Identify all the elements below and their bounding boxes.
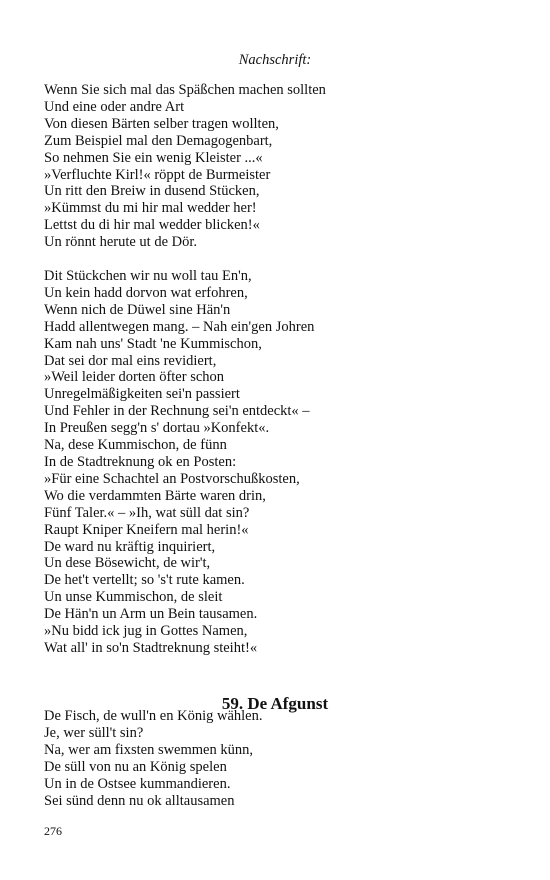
verse-line: Unregelmäßigkeiten sei'n passiert <box>44 386 240 403</box>
verse-line: Zum Beispiel mal den Demagogenbart, <box>44 132 273 149</box>
verse-line: Sei sünd denn nu ok alltausamen <box>44 792 235 809</box>
verse-line: Fünf Taler.« – »Ih, wat süll dat sin? <box>44 504 250 521</box>
verse-line: Na, dese Kummischon, de fünn <box>44 437 227 454</box>
verse-line: Je, wer süll't sin? <box>44 724 144 741</box>
verse-line: »Nu bidd ick jug in Gottes Namen, <box>44 623 248 640</box>
page-number: 276 <box>44 824 62 838</box>
verse-line: Dit Stückchen wir nu woll tau En'n, <box>44 268 252 284</box>
verse-line: Un dese Bösewicht, de wir't, <box>44 555 211 572</box>
verse-line: So nehmen Sie ein wenig Kleister ...« <box>44 149 263 166</box>
verse-line: Hadd allentwegen mang. – Nah ein'gen Johren <box>44 318 315 335</box>
verse-line: Und Fehler in der Rechnung sei'n entdeckt« – <box>44 403 310 420</box>
verse-line: »Kümmst du mi hir mal wedder her! <box>44 200 257 217</box>
verse-line: De Fisch, de wull'n en König wählen. <box>44 708 263 724</box>
verse-line: Kam nah uns' Stadt 'ne Kummischon, <box>44 335 262 352</box>
running-header: Nachschrift: <box>238 52 312 68</box>
verse-line: Wat all' in so'n Stadtreknung steiht!« <box>44 639 258 656</box>
verse-line: »Für eine Schachtel an Postvorschußkosten, <box>44 470 300 487</box>
verse-line: Un rönnt herute ut de Dör. <box>44 234 198 251</box>
verse-line: Dat sei dor mal eins revidiert, <box>44 352 217 369</box>
poem-stanza-2 <box>44 268 514 657</box>
verse-line: In Preußen segg'n s' dortau »Konfekt«. <box>44 420 270 437</box>
verse-line: De Hän'n un Arm un Bein tausamen. <box>44 606 258 623</box>
verse-line: De ward nu kräftig inquiriert, <box>44 538 216 555</box>
verse-line: De het't vertellt; so 's't rute kamen. <box>44 572 245 589</box>
verse-line: In de Stadtreknung ok en Posten: <box>44 453 237 470</box>
verse-line: Wenn Sie sich mal das Späßchen machen sollten <box>44 82 326 98</box>
verse-line: Na, wer am fixsten swemmen künn, <box>44 741 253 758</box>
verse-line: Un in de Ostsee kummandieren. <box>44 775 231 792</box>
verse-line: Raupt Kniper Kneifern mal herin!« <box>44 521 249 538</box>
poem-stanza-3 <box>44 708 514 809</box>
verse-line: De süll von nu an König spelen <box>44 758 227 775</box>
verse-line: Wo die verdammten Bärte waren drin, <box>44 487 266 504</box>
section-title: 59. De Afgunst <box>221 694 329 714</box>
verse-line: Wenn nich de Düwel sine Hän'n <box>44 301 231 318</box>
verse-line: »Weil leider dorten öfter schon <box>44 369 225 386</box>
verse-line: Und eine oder andre Art <box>44 98 185 115</box>
verse-line: Lettst du di hir mal wedder blicken!« <box>44 217 260 234</box>
verse-line: Un unse Kummischon, de sleit <box>44 589 223 606</box>
verse-line: »Verfluchte Kirl!« röppt de Burmeister <box>44 166 271 183</box>
verse-line: Von diesen Bärten selber tragen wollten, <box>44 115 279 132</box>
poem-stanza-1 <box>44 82 514 251</box>
verse-line: Un kein hadd dorvon wat erfohren, <box>44 284 248 301</box>
verse-line: Un ritt den Breiw in dusend Stücken, <box>44 183 260 200</box>
